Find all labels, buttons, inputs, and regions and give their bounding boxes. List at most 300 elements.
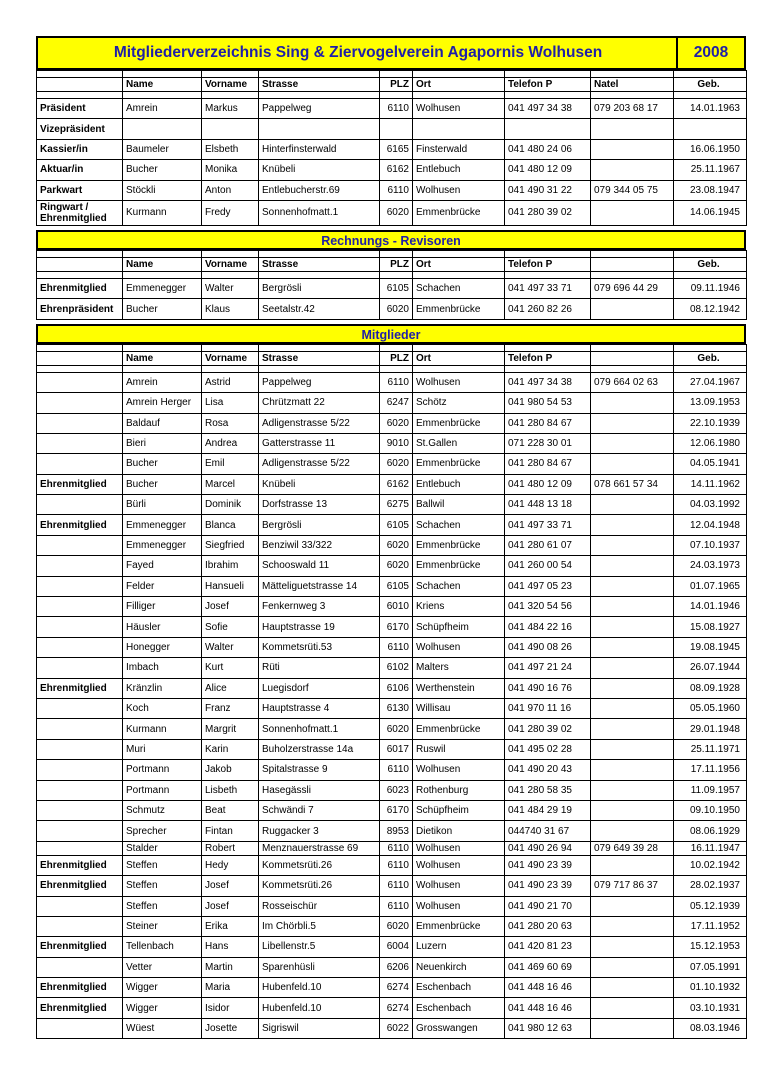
column-header-plz: PLZ (380, 78, 413, 92)
table-row (37, 299, 747, 319)
cell-natel: 078 661 57 34 (591, 474, 674, 494)
table-row (37, 916, 747, 936)
cell-geb: 24.03.1973 (674, 556, 747, 576)
cell-vorname: Blanca (202, 515, 259, 535)
cell-name: Koch (123, 698, 202, 718)
cell-name: Emmenegger (123, 515, 202, 535)
cell-geb: 09.10.1950 (674, 800, 747, 820)
cell-telefon: 041 970 11 16 (505, 698, 591, 718)
cell-plz: 6020 (380, 413, 413, 433)
cell-role (37, 597, 123, 617)
cell-role: Parkwart (37, 180, 123, 200)
cell-ort: Kriens (413, 597, 505, 617)
cell-ort: Rothenburg (413, 780, 505, 800)
column-header-strasse: Strasse (259, 257, 380, 271)
table-row (37, 957, 747, 977)
table-row (37, 855, 747, 875)
cell-vorname: Andrea (202, 433, 259, 453)
cell-role: Präsident (37, 99, 123, 119)
member-directory (36, 36, 746, 1039)
cell-name: Häusler (123, 617, 202, 637)
cell-plz: 6170 (380, 800, 413, 820)
cell-plz: 6022 (380, 1018, 413, 1038)
cell-telefon: 041 495 02 28 (505, 739, 591, 759)
cell-plz: 6110 (380, 876, 413, 896)
cell-telefon: 041 280 84 67 (505, 413, 591, 433)
cell-role (37, 658, 123, 678)
cell-ort: Emmenbrücke (413, 454, 505, 474)
cell-vorname: Emil (202, 454, 259, 474)
table-row (37, 139, 747, 159)
cell-vorname: Maria (202, 978, 259, 998)
cell-role (37, 495, 123, 515)
cell-geb: 16.11.1947 (674, 841, 747, 855)
cell-natel: 079 203 68 17 (591, 99, 674, 119)
section-title-revisoren: Rechnungs - Revisoren (36, 230, 746, 250)
cell-plz: 6017 (380, 739, 413, 759)
spacer-row (37, 71, 747, 78)
cell-strasse: Adligenstrasse 5/22 (259, 413, 380, 433)
cell-natel (591, 495, 674, 515)
cell-natel (591, 916, 674, 936)
cell-natel (591, 200, 674, 225)
cell-geb: 25.11.1971 (674, 739, 747, 759)
cell-vorname: Josef (202, 876, 259, 896)
spacer-row (37, 271, 747, 278)
cell-plz: 6247 (380, 393, 413, 413)
cell-role (37, 698, 123, 718)
table-row (37, 180, 747, 200)
cell-plz: 6105 (380, 515, 413, 535)
cell-plz: 6162 (380, 474, 413, 494)
cell-vorname: Sofie (202, 617, 259, 637)
cell-plz: 6102 (380, 658, 413, 678)
cell-ort: Emmenbrücke (413, 916, 505, 936)
cell-vorname: Josef (202, 896, 259, 916)
cell-ort: Ballwil (413, 495, 505, 515)
cell-ort: Schachen (413, 515, 505, 535)
cell-plz: 6110 (380, 372, 413, 392)
cell-vorname (202, 119, 259, 139)
cell-plz: 6105 (380, 278, 413, 298)
cell-ort: Wolhusen (413, 855, 505, 875)
cell-plz: 6170 (380, 617, 413, 637)
cell-geb: 11.09.1957 (674, 780, 747, 800)
cell-natel (591, 413, 674, 433)
cell-role (37, 780, 123, 800)
cell-ort: Neuenkirch (413, 957, 505, 977)
cell-vorname: Beat (202, 800, 259, 820)
cell-name: Bucher (123, 454, 202, 474)
cell-vorname: Josette (202, 1018, 259, 1038)
table-row (37, 515, 747, 535)
cell-plz: 6110 (380, 896, 413, 916)
cell-telefon: 041 320 54 56 (505, 597, 591, 617)
cell-natel: 079 696 44 29 (591, 278, 674, 298)
cell-name: Bucher (123, 474, 202, 494)
cell-geb: 19.08.1945 (674, 637, 747, 657)
cell-telefon: 044740 31 67 (505, 821, 591, 841)
cell-plz: 6110 (380, 637, 413, 657)
cell-vorname: Hedy (202, 855, 259, 875)
table-row (37, 739, 747, 759)
cell-vorname: Hans (202, 937, 259, 957)
cell-name: Filliger (123, 597, 202, 617)
cell-ort: Entlebuch (413, 474, 505, 494)
cell-vorname: Elsbeth (202, 139, 259, 159)
cell-geb: 05.05.1960 (674, 698, 747, 718)
table-row (37, 678, 747, 698)
cell-geb: 12.06.1980 (674, 433, 747, 453)
cell-strasse: Rosseischür (259, 896, 380, 916)
cell-role (37, 841, 123, 855)
cell-ort: Grosswangen (413, 1018, 505, 1038)
cell-name: Bieri (123, 433, 202, 453)
cell-telefon: 041 497 21 24 (505, 658, 591, 678)
cell-plz: 6020 (380, 454, 413, 474)
cell-telefon: 041 484 29 19 (505, 800, 591, 820)
cell-strasse: Buholzerstrasse 14a (259, 739, 380, 759)
cell-vorname: Siegfried (202, 535, 259, 555)
cell-ort: Dietikon (413, 821, 505, 841)
cell-name: Steiner (123, 916, 202, 936)
cell-natel (591, 800, 674, 820)
cell-ort: Wolhusen (413, 841, 505, 855)
column-header-ort: Ort (413, 257, 505, 271)
cell-natel (591, 393, 674, 413)
cell-telefon: 041 260 00 54 (505, 556, 591, 576)
cell-telefon: 041 448 16 46 (505, 998, 591, 1018)
cell-name: Emmenegger (123, 278, 202, 298)
table-row (37, 372, 747, 392)
members-table (36, 344, 747, 1040)
cell-natel (591, 896, 674, 916)
cell-role (37, 739, 123, 759)
table-row (37, 474, 747, 494)
cell-ort: Werthenstein (413, 678, 505, 698)
cell-role (37, 800, 123, 820)
cell-role (37, 896, 123, 916)
cell-natel (591, 821, 674, 841)
table-row (37, 556, 747, 576)
cell-role: Vizepräsident (37, 119, 123, 139)
cell-plz: 6110 (380, 180, 413, 200)
cell-strasse: Hasegässli (259, 780, 380, 800)
table-row (37, 200, 747, 225)
cell-geb: 10.02.1942 (674, 855, 747, 875)
cell-strasse: Ruggacker 3 (259, 821, 380, 841)
cell-name: Stalder (123, 841, 202, 855)
cell-name: Kurmann (123, 719, 202, 739)
cell-plz: 6274 (380, 998, 413, 1018)
cell-ort: Emmenbrücke (413, 299, 505, 319)
cell-plz: 6275 (380, 495, 413, 515)
cell-vorname: Walter (202, 278, 259, 298)
cell-name: Schmutz (123, 800, 202, 820)
cell-plz: 6274 (380, 978, 413, 998)
cell-telefon: 041 448 16 46 (505, 978, 591, 998)
column-header-empty (37, 78, 123, 92)
cell-telefon: 041 980 12 63 (505, 1018, 591, 1038)
table-row (37, 698, 747, 718)
cell-plz: 6105 (380, 576, 413, 596)
column-header-ort: Ort (413, 351, 505, 365)
cell-strasse: Bergrösli (259, 278, 380, 298)
header-row (37, 257, 747, 271)
cell-ort: Schüpfheim (413, 800, 505, 820)
cell-natel (591, 160, 674, 180)
cell-natel (591, 780, 674, 800)
cell-name: Fayed (123, 556, 202, 576)
cell-vorname: Robert (202, 841, 259, 855)
column-header-name: Name (123, 257, 202, 271)
cell-vorname: Markus (202, 99, 259, 119)
cell-name: Vetter (123, 957, 202, 977)
cell-role: Ehrenmitglied (37, 515, 123, 535)
cell-strasse: Chrützmatt 22 (259, 393, 380, 413)
cell-telefon: 041 420 81 23 (505, 937, 591, 957)
cell-natel (591, 637, 674, 657)
cell-telefon: 041 490 26 94 (505, 841, 591, 855)
table-row (37, 800, 747, 820)
table-row (37, 413, 747, 433)
revisoren-table (36, 250, 747, 320)
cell-ort: Finsterwald (413, 139, 505, 159)
cell-plz: 6110 (380, 760, 413, 780)
cell-telefon: 041 448 13 18 (505, 495, 591, 515)
spacer-row (37, 250, 747, 257)
cell-vorname: Fintan (202, 821, 259, 841)
cell-geb: 22.10.1939 (674, 413, 747, 433)
cell-strasse: Rüti (259, 658, 380, 678)
cell-plz: 6020 (380, 916, 413, 936)
column-header-empty (37, 351, 123, 365)
cell-ort: Eschenbach (413, 978, 505, 998)
cell-role (37, 637, 123, 657)
cell-telefon: 041 497 33 71 (505, 515, 591, 535)
cell-strasse: Knübeli (259, 160, 380, 180)
column-header-name: Name (123, 78, 202, 92)
table-row (37, 780, 747, 800)
cell-name: Baldauf (123, 413, 202, 433)
cell-strasse: Mätteliguetstrasse 14 (259, 576, 380, 596)
cell-ort: Emmenbrücke (413, 413, 505, 433)
cell-plz: 6162 (380, 160, 413, 180)
cell-geb: 15.08.1927 (674, 617, 747, 637)
cell-name: Emmenegger (123, 535, 202, 555)
cell-telefon: 041 490 20 43 (505, 760, 591, 780)
column-header-empty (591, 351, 674, 365)
cell-vorname: Klaus (202, 299, 259, 319)
cell-ort: Wolhusen (413, 99, 505, 119)
cell-geb: 29.01.1948 (674, 719, 747, 739)
cell-ort (413, 119, 505, 139)
cell-geb: 07.05.1991 (674, 957, 747, 977)
cell-role (37, 393, 123, 413)
cell-natel (591, 454, 674, 474)
cell-natel (591, 139, 674, 159)
table-row (37, 821, 747, 841)
column-header-strasse: Strasse (259, 351, 380, 365)
cell-vorname: Isidor (202, 998, 259, 1018)
cell-geb: 16.06.1950 (674, 139, 747, 159)
cell-ort: Wolhusen (413, 180, 505, 200)
cell-telefon: 041 280 39 02 (505, 200, 591, 225)
cell-plz: 6023 (380, 780, 413, 800)
cell-name: Wigger (123, 998, 202, 1018)
cell-name: Steffen (123, 876, 202, 896)
cell-strasse: Sparenhüsli (259, 957, 380, 977)
cell-plz: 6106 (380, 678, 413, 698)
table-row (37, 119, 747, 139)
cell-ort: Malters (413, 658, 505, 678)
cell-telefon: 041 490 21 70 (505, 896, 591, 916)
cell-strasse: Hauptstrasse 4 (259, 698, 380, 718)
table-row (37, 658, 747, 678)
cell-role (37, 760, 123, 780)
cell-geb: 07.10.1937 (674, 535, 747, 555)
cell-telefon: 041 980 54 53 (505, 393, 591, 413)
cell-strasse: Entlebucherstr.69 (259, 180, 380, 200)
cell-geb: 04.05.1941 (674, 454, 747, 474)
table-row (37, 99, 747, 119)
cell-name: Muri (123, 739, 202, 759)
cell-geb: 17.11.1952 (674, 916, 747, 936)
cell-role: Ehrenmitglied (37, 278, 123, 298)
cell-plz: 6020 (380, 719, 413, 739)
cell-strasse: Schooswald 11 (259, 556, 380, 576)
cell-vorname: Lisbeth (202, 780, 259, 800)
cell-vorname: Karin (202, 739, 259, 759)
cell-telefon: 041 484 22 16 (505, 617, 591, 637)
cell-strasse: Fenkernweg 3 (259, 597, 380, 617)
cell-vorname: Fredy (202, 200, 259, 225)
cell-telefon: 071 228 30 01 (505, 433, 591, 453)
cell-ort: Wolhusen (413, 372, 505, 392)
table-row (37, 876, 747, 896)
cell-natel (591, 698, 674, 718)
cell-role: Ehrenmitglied (37, 678, 123, 698)
cell-strasse: Hauptstrasse 19 (259, 617, 380, 637)
cell-strasse: Benziwil 33/322 (259, 535, 380, 555)
cell-name: Steffen (123, 855, 202, 875)
column-header-name: Name (123, 351, 202, 365)
cell-vorname: Rosa (202, 413, 259, 433)
cell-role: Ehrenmitglied (37, 876, 123, 896)
cell-plz: 6130 (380, 698, 413, 718)
cell-strasse: Kommetsrüti.26 (259, 876, 380, 896)
cell-vorname: Martin (202, 957, 259, 977)
cell-role: Ehrenmitglied (37, 855, 123, 875)
cell-name: Felder (123, 576, 202, 596)
column-header-vorname: Vorname (202, 351, 259, 365)
cell-strasse: Sonnenhofmatt.1 (259, 719, 380, 739)
table-row (37, 1018, 747, 1038)
table-row (37, 160, 747, 180)
table-row (37, 535, 747, 555)
cell-plz: 6110 (380, 841, 413, 855)
cell-vorname: Monika (202, 160, 259, 180)
cell-plz (380, 119, 413, 139)
cell-natel (591, 678, 674, 698)
cell-geb: 08.03.1946 (674, 1018, 747, 1038)
cell-ort: Schüpfheim (413, 617, 505, 637)
cell-ort: Eschenbach (413, 998, 505, 1018)
table-row (37, 576, 747, 596)
spacer-row (37, 92, 747, 99)
cell-strasse: Bergrösli (259, 515, 380, 535)
cell-natel (591, 576, 674, 596)
cell-strasse: Schwändi 7 (259, 800, 380, 820)
cell-role: Ehrenmitglied (37, 937, 123, 957)
cell-ort: Emmenbrücke (413, 556, 505, 576)
cell-geb: 14.06.1945 (674, 200, 747, 225)
cell-geb: 04.03.1992 (674, 495, 747, 515)
cell-telefon: 041 280 58 35 (505, 780, 591, 800)
cell-natel (591, 658, 674, 678)
cell-plz: 6110 (380, 99, 413, 119)
column-header-vorname: Vorname (202, 257, 259, 271)
column-header-geb: Geb. (674, 78, 747, 92)
cell-telefon: 041 280 39 02 (505, 719, 591, 739)
cell-role (37, 916, 123, 936)
cell-strasse: Kommetsrüti.53 (259, 637, 380, 657)
cell-vorname: Anton (202, 180, 259, 200)
cell-geb: 08.09.1928 (674, 678, 747, 698)
cell-geb: 25.11.1967 (674, 160, 747, 180)
cell-vorname: Alice (202, 678, 259, 698)
cell-geb: 14.01.1963 (674, 99, 747, 119)
page-title: Mitgliederverzeichnis Sing & Ziervogelverein Agapornis Wolhusen (113, 44, 603, 61)
cell-ort: Emmenbrücke (413, 200, 505, 225)
cell-role: Ehrenpräsident (37, 299, 123, 319)
cell-telefon: 041 260 82 26 (505, 299, 591, 319)
cell-telefon: 041 280 61 07 (505, 535, 591, 555)
cell-ort: Luzern (413, 937, 505, 957)
cell-strasse (259, 119, 380, 139)
cell-ort: Emmenbrücke (413, 535, 505, 555)
cell-vorname: Josef (202, 597, 259, 617)
cell-geb: 15.12.1953 (674, 937, 747, 957)
cell-vorname: Margrit (202, 719, 259, 739)
cell-role (37, 617, 123, 637)
column-header-empty (37, 257, 123, 271)
cell-geb: 09.11.1946 (674, 278, 747, 298)
table-row (37, 637, 747, 657)
cell-vorname: Walter (202, 637, 259, 657)
cell-name: Honegger (123, 637, 202, 657)
cell-name: Kurmann (123, 200, 202, 225)
table-row (37, 597, 747, 617)
cell-vorname: Franz (202, 698, 259, 718)
cell-telefon: 041 497 33 71 (505, 278, 591, 298)
table-row (37, 278, 747, 298)
cell-vorname: Ibrahim (202, 556, 259, 576)
cell-geb: 13.09.1953 (674, 393, 747, 413)
cell-geb: 26.07.1944 (674, 658, 747, 678)
cell-strasse: Pappelweg (259, 372, 380, 392)
column-header-geb: Geb. (674, 257, 747, 271)
cell-name: Portmann (123, 780, 202, 800)
cell-ort: Entlebuch (413, 160, 505, 180)
cell-geb: 05.12.1939 (674, 896, 747, 916)
column-header-plz: PLZ (380, 257, 413, 271)
cell-telefon: 041 490 23 39 (505, 855, 591, 875)
cell-telefon: 041 490 08 26 (505, 637, 591, 657)
cell-plz: 8953 (380, 821, 413, 841)
cell-role (37, 535, 123, 555)
cell-ort: Schachen (413, 278, 505, 298)
